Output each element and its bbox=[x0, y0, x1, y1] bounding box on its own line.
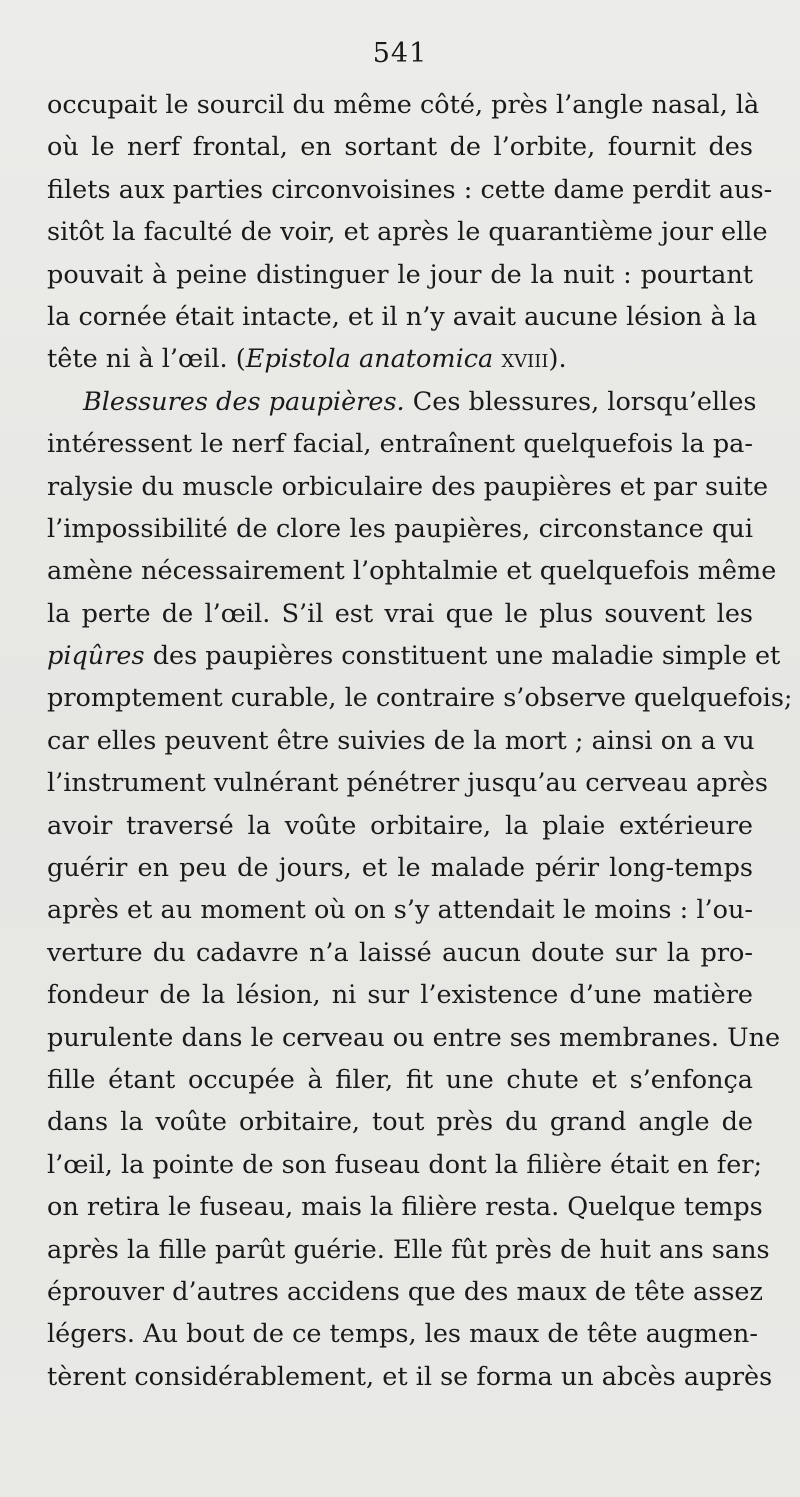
text-run: occupait le sourcil du même côté, près l’angle nasal, là bbox=[47, 90, 760, 120]
text-line bbox=[47, 126, 753, 168]
text-run: la perte de l’œil. S’il est vrai que le plus souvent les bbox=[47, 598, 753, 629]
body-text bbox=[47, 84, 793, 1398]
text-line bbox=[47, 677, 793, 719]
page-number: 541 bbox=[372, 38, 428, 69]
text-run: légers. Au bout de ce temps, les maux de tête augmen- bbox=[47, 1319, 758, 1350]
text-run: l’œil, la pointe de son fuseau dont la filière était en fer; bbox=[47, 1149, 763, 1180]
text-line bbox=[47, 635, 781, 677]
text-line bbox=[47, 1144, 763, 1186]
text-run: amène nécessairement l’ophtalmie et quelquefois même bbox=[47, 556, 777, 587]
text-run: après la fille parût guérie. Elle fût près de huit ans sans bbox=[47, 1234, 770, 1265]
text-line bbox=[47, 889, 753, 931]
text-line bbox=[47, 1229, 770, 1271]
text-line bbox=[47, 762, 768, 804]
text-run: dans la voûte orbitaire, tout près du grand angle de bbox=[47, 1107, 753, 1138]
text-run: sitôt la faculté de voir, et après le quarantième jour elle bbox=[47, 217, 768, 248]
text-line bbox=[47, 1313, 758, 1355]
text-line bbox=[47, 1101, 753, 1143]
text-run: la cornée était intacte, et il n’y avait aucune lésion à la bbox=[47, 301, 758, 332]
text-run: tèrent considérablement, et il se forma un abcès auprès bbox=[47, 1361, 773, 1392]
text-run: guérir en peu de jours, et le malade périr long-temps bbox=[47, 853, 753, 884]
text-run: verture du cadavre n’a laissé aucun doute sur la pro- bbox=[47, 937, 753, 968]
italic-text: piqûres bbox=[47, 641, 145, 672]
text-run: filets aux parties circonvoisines : cette dame perdit aus- bbox=[47, 174, 773, 205]
text-line bbox=[47, 1017, 781, 1059]
text-line bbox=[47, 974, 753, 1016]
small-caps-text: xviii bbox=[501, 344, 549, 375]
text-line bbox=[47, 1356, 773, 1398]
text-line bbox=[47, 805, 753, 847]
text-line bbox=[47, 1186, 763, 1228]
text-run: après et au moment où on s’y attendait le moins : l’ou- bbox=[47, 895, 753, 926]
text-run: ). bbox=[548, 344, 567, 375]
text-line bbox=[47, 508, 753, 550]
text-line bbox=[47, 932, 753, 974]
text-run: des paupières constituent une maladie simple et bbox=[144, 641, 781, 672]
text-run: Ces blessures, lorsqu’elles bbox=[404, 386, 757, 417]
text-line bbox=[47, 593, 753, 635]
text-line bbox=[47, 381, 757, 423]
text-line bbox=[47, 169, 773, 211]
text-run: pouvait à peine distinguer le jour de la nuit : pourtant bbox=[47, 259, 753, 290]
text-run: fondeur de la lésion, ni sur l’existence d’une matière bbox=[47, 980, 753, 1011]
text-line bbox=[47, 1271, 763, 1313]
text-line bbox=[47, 847, 753, 889]
text-run: car elles peuvent être suivies de la mort ; ainsi on a vu bbox=[47, 725, 755, 756]
text-run: ralysie du muscle orbiculaire des paupières et par suite bbox=[47, 471, 769, 502]
text-line bbox=[47, 84, 760, 126]
text-run: on retira le fuseau, mais la filière resta. Quelque temps bbox=[47, 1192, 763, 1223]
text-run: purulente dans le cerveau ou entre ses membranes. Une bbox=[47, 1022, 781, 1053]
text-line bbox=[47, 550, 777, 592]
text-run: tête ni à l’œil. ( bbox=[47, 344, 246, 375]
text-line bbox=[47, 254, 753, 296]
text-line bbox=[47, 211, 768, 253]
text-line bbox=[47, 1059, 753, 1101]
text-run: avoir traversé la voûte orbitaire, la plaie extérieure bbox=[47, 810, 753, 841]
italic-text: Blessures des paupières. bbox=[83, 386, 405, 417]
italic-text: Epistola anatomica bbox=[245, 344, 494, 375]
text-run: intéressent le nerf facial, entraînent quelquefois la pa- bbox=[47, 429, 753, 460]
text-run: où le nerf frontal, en sortant de l’orbite, fournit des bbox=[47, 132, 753, 163]
text-line bbox=[47, 423, 753, 465]
text-run: éprouver d’autres accidens que des maux de tête assez bbox=[47, 1276, 763, 1307]
text-line bbox=[47, 720, 753, 762]
text-run: fille étant occupée à filer, fit une chute et s’enfonça bbox=[47, 1064, 753, 1095]
text-run: l’instrument vulnérant pénétrer jusqu’au cerveau après bbox=[47, 768, 768, 799]
text-run: promptement curable, le contraire s’observe quelquefois; bbox=[47, 683, 793, 714]
text-run: l’impossibilité de clore les paupières, circonstance qui bbox=[47, 513, 753, 544]
text-line bbox=[47, 466, 769, 508]
text-line bbox=[47, 296, 758, 338]
text-line bbox=[47, 338, 753, 380]
